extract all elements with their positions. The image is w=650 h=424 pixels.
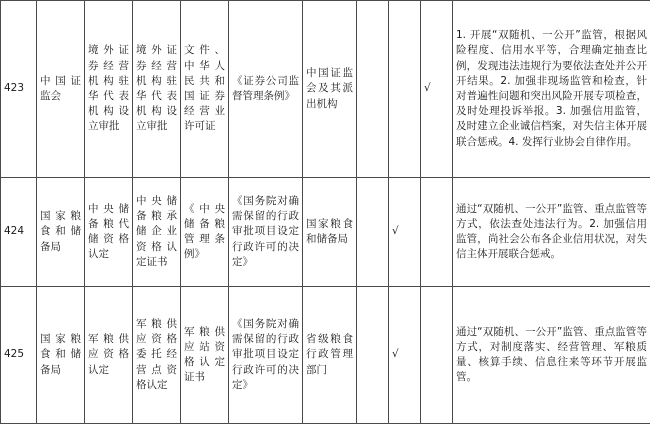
row-mark-1 — [357, 1, 389, 178]
row-implementing-organ: 中国证监会及其派出机构 — [303, 1, 357, 178]
table-row — [1, 287, 650, 424]
row-legal-basis: 《证券公司监督管理条例》 — [229, 1, 303, 178]
row-number: 424 — [1, 178, 37, 287]
row-implementing-organ: 省级粮食行政管理部门 — [303, 287, 357, 424]
row-number: 425 — [1, 287, 37, 424]
row-subitem: 境外证券经营机构驻华代表机构设立审批 — [133, 1, 181, 178]
row-mark-3: √ — [421, 1, 453, 178]
row-mark-1 — [357, 287, 389, 424]
table-row — [1, 1, 650, 178]
row-certificate: 《中央储备粮管理条例》 — [181, 178, 229, 287]
row-legal-basis: 《国务院对确需保留的行政审批项目设定行政许可的决定》 — [229, 178, 303, 287]
row-item: 军粮供应资格认定 — [85, 287, 133, 424]
row-department: 中国证监会 — [37, 1, 85, 178]
row-reform-measure: 通过“双随机、一公开”监管、重点监管等方式，依法查处违法行为。2. 加强信用监管，尚社会公布各企业信用状况，对失信主体开展联合惩戒。 — [453, 178, 650, 287]
row-implementing-organ: 国家粮食和储备局 — [303, 178, 357, 287]
row-mark-1 — [357, 178, 389, 287]
table-row — [1, 178, 650, 287]
row-mark-3 — [421, 287, 453, 424]
row-department: 国家粮食和储备局 — [37, 178, 85, 287]
row-subitem: 中央储备粮承储企业资格认定证书 — [133, 178, 181, 287]
row-number: 423 — [1, 1, 37, 178]
row-certificate: 文件、中华人民共和国证券经营业许可证 — [181, 1, 229, 178]
row-reform-measure: 通过“双随机、一公开”监管、重点监管等方式，对制度落实、经营管理、军粮质量、核算手续、信息往来等环节开展监管。 — [453, 287, 650, 424]
row-department: 国家粮食和储备局 — [37, 287, 85, 424]
row-reform-measure: 1. 开展“双随机、一公开”监管，根据风险程度、信用水平等，合理确定抽查比例，发现违法违规行为要依法查处并公开开结果。2. 加强非现场监管和检查，针对普遍性问题和突出风险开展专项检查，及时处理投诉举报。3. 加强信用监管，及时建立企业诚信档案，对失信主体开展联合惩戒。4. 发挥行业协会自律作用。 — [453, 1, 650, 178]
row-mark-2: √ — [389, 178, 421, 287]
row-subitem: 军粮供应资格委托经营点资格认定 — [133, 287, 181, 424]
row-legal-basis: 《国务院对确需保留的行政审批项目设定行政许可的决定》 — [229, 287, 303, 424]
row-mark-3 — [421, 178, 453, 287]
row-item: 境外证券经营机构驻华代表机构设立审批 — [85, 1, 133, 178]
row-item: 中央储备粮代储资格认定 — [85, 178, 133, 287]
row-mark-2: √ — [389, 287, 421, 424]
row-mark-2 — [389, 1, 421, 178]
row-certificate: 军粮供应站资格认定证书 — [181, 287, 229, 424]
